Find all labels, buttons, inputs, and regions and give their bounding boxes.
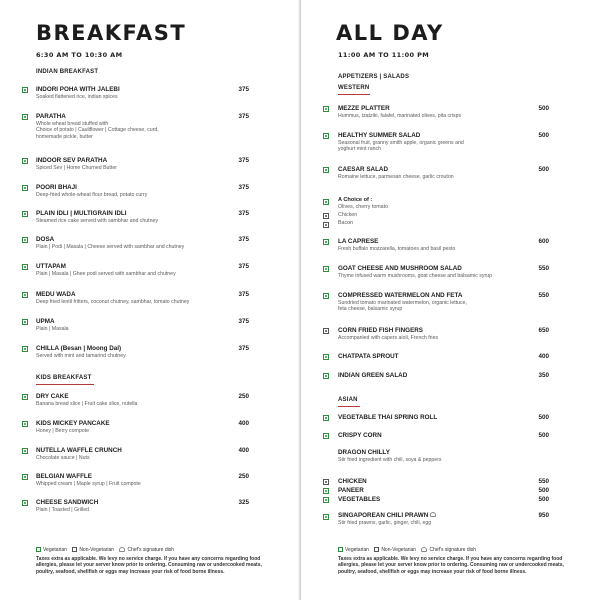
item-price: 500	[538, 132, 549, 139]
menu-item	[36, 420, 110, 434]
veg-icon	[338, 547, 343, 552]
legend	[36, 547, 178, 553]
item-name: PARATHA	[36, 113, 66, 120]
allday-hours: 11:00 AM TO 11:00 PM	[338, 51, 430, 59]
item-desc: Romaine lettuce, parmesan cheese, garlic crouton	[338, 174, 454, 180]
western-heading-underline	[338, 94, 370, 95]
item-name: MEDU WADA	[36, 291, 76, 298]
nonveg-icon	[323, 222, 329, 228]
item-price: 375	[238, 236, 249, 243]
chef-hat-icon	[430, 512, 436, 517]
breakfast-title: BREAKFAST	[36, 21, 187, 45]
item-price: 250	[238, 473, 249, 480]
veg-icon	[22, 264, 28, 270]
item-desc: Plain | Podi | Masala | Cheese served with sambhar and chutney	[36, 244, 185, 250]
item-desc: Served with mint and tamarind chutney	[36, 353, 126, 359]
veg-icon	[323, 293, 329, 299]
item-name: BELGIAN WAFFLE	[36, 473, 92, 480]
item-price: 375	[238, 113, 249, 120]
item-desc: feta cheese, balsamic syrup	[338, 306, 403, 313]
item-desc: yoghurt mint ranch	[338, 146, 381, 153]
menu-item	[36, 393, 137, 407]
item-price: 375	[238, 291, 249, 298]
item-name: CHATPATA SPROUT	[338, 353, 399, 360]
item-price: 500	[538, 496, 549, 503]
nonveg-icon	[323, 328, 329, 334]
allergy-note: Taxes extra as applicable. We levy no service charge. If you have any concerns regarding food allergies, please let your server know prior to ordering. Consuming raw or undercooked meats, poultry, seafood, shellfish or eggs may increase your risk of food borne illness.	[36, 556, 262, 575]
item-name: VEGETABLES	[338, 496, 381, 503]
item-price: 600	[538, 238, 549, 245]
item-desc: Plain | Masala | Ghee podi served with sambhar and chutney	[36, 271, 176, 277]
item-price: 375	[238, 318, 249, 325]
item-desc: Hummus, tzatziki, falafel, marinated olives, pita crisps	[338, 113, 462, 119]
choice-option: Olives, cherry tomato	[338, 204, 389, 210]
veg-icon	[323, 373, 329, 379]
item-desc: Honey | Berry compote	[36, 428, 89, 434]
nonveg-icon	[323, 479, 329, 485]
dragon-option	[338, 478, 367, 486]
choice-label: A Choice of :	[338, 197, 373, 203]
veg-icon	[323, 266, 329, 272]
item-desc: Whole wheat bread stuffed with	[36, 121, 109, 127]
nonveg-icon	[72, 547, 77, 552]
menu-item	[36, 499, 98, 513]
veg-icon	[22, 500, 28, 506]
item-desc: Stir fried prawns, garlic, ginger, chili, egg	[338, 520, 432, 526]
item-price: 500	[538, 414, 549, 421]
menu-item	[36, 184, 147, 198]
legend-veg: Vegetarian	[338, 547, 369, 553]
item-price: 500	[538, 487, 549, 494]
veg-icon	[22, 114, 28, 120]
veg-icon	[22, 87, 28, 93]
item-name: DRY CAKE	[36, 393, 69, 400]
menu-item-singaporean-chili-prawn	[338, 512, 436, 526]
item-desc: homemade pickle, butter	[36, 133, 93, 140]
veg-icon	[22, 394, 28, 400]
item-desc: Plain | Masala	[36, 326, 69, 332]
item-name: PLAIN IDLI | MULTIGRAIN IDLI	[36, 210, 127, 217]
veg-icon	[323, 488, 329, 494]
appetizers-heading: APPETIZERS | SALADS	[338, 74, 410, 80]
veg-icon	[22, 448, 28, 454]
menu-item	[36, 291, 189, 305]
item-name: SINGAPOREAN CHILI PRAWN	[338, 512, 436, 520]
legend-nonveg: Non-Vegetarian	[72, 547, 114, 553]
veg-icon	[22, 421, 28, 427]
allergy-note: Taxes extra as applicable. We levy no service charge. If you have any concerns regarding food allergies, please let your server know prior to ordering. Consuming raw or undercooked meats, poultry, seafood, shellfish or eggs may increase your risk of food borne illness.	[338, 556, 564, 575]
nonveg-icon	[374, 547, 379, 552]
menu-item	[338, 292, 467, 313]
menu-item	[338, 372, 407, 380]
menu-item	[36, 157, 117, 171]
menu-item	[36, 113, 159, 140]
item-price: 375	[238, 184, 249, 191]
veg-icon	[323, 133, 329, 139]
veg-icon	[323, 199, 329, 205]
veg-icon	[22, 346, 28, 352]
menu-item	[338, 414, 437, 422]
veg-icon	[22, 292, 28, 298]
item-desc: Stir fried ingredient with chili, soya & peppers	[338, 457, 442, 463]
item-desc: Accompanied with capers aioli, French fries	[338, 335, 439, 341]
veg-icon	[36, 547, 41, 552]
item-desc: Sundried tomato marinated watermelon, organic lettuce,	[338, 300, 467, 306]
legend-chef: Chef's signature dish	[119, 547, 174, 553]
chef-hat-icon	[119, 547, 125, 552]
item-price: 375	[238, 345, 249, 352]
item-name: CRISPY CORN	[338, 432, 382, 439]
item-price: 350	[538, 372, 549, 379]
item-price: 400	[538, 353, 549, 360]
item-price: 250	[238, 393, 249, 400]
western-heading: WESTERN	[338, 85, 370, 91]
menu-item	[36, 86, 120, 100]
menu-item	[36, 345, 126, 359]
indian-breakfast-heading: INDIAN BREAKFAST	[36, 69, 99, 75]
chef-hat-icon	[421, 547, 427, 552]
item-name: POORI BHAJI	[36, 184, 77, 191]
menu-item-dragon-chilly	[338, 449, 442, 463]
veg-icon	[22, 211, 28, 217]
menu-item	[338, 432, 382, 440]
veg-icon	[22, 319, 28, 325]
item-name: DRAGON CHILLY	[338, 449, 390, 456]
item-desc: Deep fried lentil fritters, coconut chutney, sambhar, tomato chutney	[36, 299, 190, 305]
item-name: CHEESE SANDWICH	[36, 499, 99, 506]
menu-item	[36, 236, 184, 250]
dragon-option	[338, 496, 380, 504]
dragon-option	[338, 487, 364, 495]
menu-item	[36, 473, 141, 487]
item-name: CAESAR SALAD	[338, 166, 389, 173]
item-price: 375	[238, 157, 249, 164]
item-price: 400	[238, 447, 249, 454]
veg-icon	[323, 415, 329, 421]
legend	[338, 547, 480, 553]
menu-item	[36, 210, 158, 224]
veg-icon	[323, 497, 329, 503]
allday-title: ALL DAY	[336, 21, 444, 45]
item-name: UTTAPAM	[36, 263, 66, 270]
item-name: GOAT CHEESE AND MUSHROOM SALAD	[338, 265, 462, 272]
item-name: DOSA	[36, 236, 55, 243]
veg-icon	[22, 185, 28, 191]
item-price: 950	[538, 512, 549, 519]
legend-chef: Chef's signature dish	[421, 547, 476, 553]
breakfast-hours: 6:30 AM TO 10:30 AM	[36, 51, 123, 59]
item-desc: Choice of potato | Cauliflower | Cottage cheese, curd,	[36, 127, 159, 134]
item-desc: Banana bread slice | Fruit cake slice, nutella	[36, 401, 138, 407]
nonveg-icon	[323, 213, 329, 219]
item-desc: Fresh buffalo mozzarella, tomatoes and basil pesto	[338, 246, 456, 252]
veg-icon	[22, 474, 28, 480]
item-desc: Whipped cream | Maple syrup | Fruit compote	[36, 481, 141, 487]
item-price: 375	[238, 263, 249, 270]
legend-nonveg: Non-Vegetarian	[374, 547, 416, 553]
item-desc: Thyme infused warm mushrooms, goat cheese and balsamic syrup	[338, 273, 492, 279]
asian-heading-underline	[338, 406, 360, 407]
allday-page	[301, 0, 600, 600]
menu-item	[338, 105, 461, 119]
choice-option: Bacon	[338, 220, 354, 226]
item-price: 325	[238, 499, 249, 506]
veg-icon	[323, 433, 329, 439]
menu-item	[338, 265, 492, 279]
menu-item	[338, 166, 454, 180]
menu-item	[36, 318, 69, 332]
item-name: NUTELLA WAFFLE CRUNCH	[36, 447, 122, 454]
item-price: 500	[538, 105, 549, 112]
item-desc: Deep-fried whole-wheat flour bread, potato curry	[36, 192, 148, 198]
item-desc: Seasonal fruit, granny smith apple, organic greens and	[338, 140, 464, 146]
item-name: INDIAN GREEN SALAD	[338, 372, 408, 379]
menu-item	[36, 263, 176, 277]
kids-breakfast-heading: KIDS BREAKFAST	[36, 375, 92, 381]
item-name: MEZZE PLATTER	[338, 105, 390, 112]
choice-option: Chicken	[338, 212, 358, 218]
asian-heading: ASIAN	[338, 397, 358, 403]
item-price: 650	[538, 327, 549, 334]
item-name: UPMA	[36, 318, 55, 325]
item-desc: Plain | Toasted | Grilled	[36, 507, 90, 513]
item-price: 375	[238, 210, 249, 217]
item-price: 500	[538, 432, 549, 439]
item-desc: Spiced Sev | Home Churned Butter	[36, 165, 117, 171]
item-name: CORN FRIED FISH FINGERS	[338, 327, 424, 334]
veg-icon	[323, 239, 329, 245]
kids-heading-underline	[36, 384, 94, 385]
legend-veg: Vegetarian	[36, 547, 67, 553]
menu-item	[36, 447, 122, 461]
item-name: CHICKEN	[338, 478, 367, 485]
veg-icon	[22, 158, 28, 164]
item-price: 550	[538, 265, 549, 272]
menu-item	[338, 132, 464, 153]
menu-item	[338, 238, 455, 252]
item-price: 400	[238, 420, 249, 427]
veg-icon	[323, 167, 329, 173]
menu-item	[338, 353, 399, 361]
item-name: KIDS MICKEY PANCAKE	[36, 420, 110, 427]
item-desc: Chocolate sauce | Nuts	[36, 455, 90, 461]
item-name: CHILLA (Besan | Moong Dal)	[36, 345, 122, 352]
item-name: PANEER	[338, 487, 364, 494]
item-price: 500	[538, 166, 549, 173]
menu-item	[338, 327, 438, 341]
item-name: LA CAPRESE	[338, 238, 379, 245]
veg-icon	[323, 354, 329, 360]
item-name: VEGETABLE THAI SPRING ROLL	[338, 414, 438, 421]
item-price: 375	[238, 86, 249, 93]
veg-icon	[323, 514, 329, 520]
item-name: HEALTHY SUMMER SALAD	[338, 132, 421, 139]
item-desc: Soaked flattened rice, indian spices	[36, 94, 118, 100]
veg-icon	[22, 237, 28, 243]
veg-icon	[323, 106, 329, 112]
item-price: 550	[538, 292, 549, 299]
item-name: INDOOR SEV PARATHA	[36, 157, 108, 164]
item-price: 550	[538, 478, 549, 485]
item-desc: Steamed rice cake served with sambhar and chutney	[36, 218, 158, 224]
item-name: COMPRESSED WATERMELON AND FETA	[338, 292, 463, 299]
item-name: INDORI POHA WITH JALEBI	[36, 86, 120, 93]
